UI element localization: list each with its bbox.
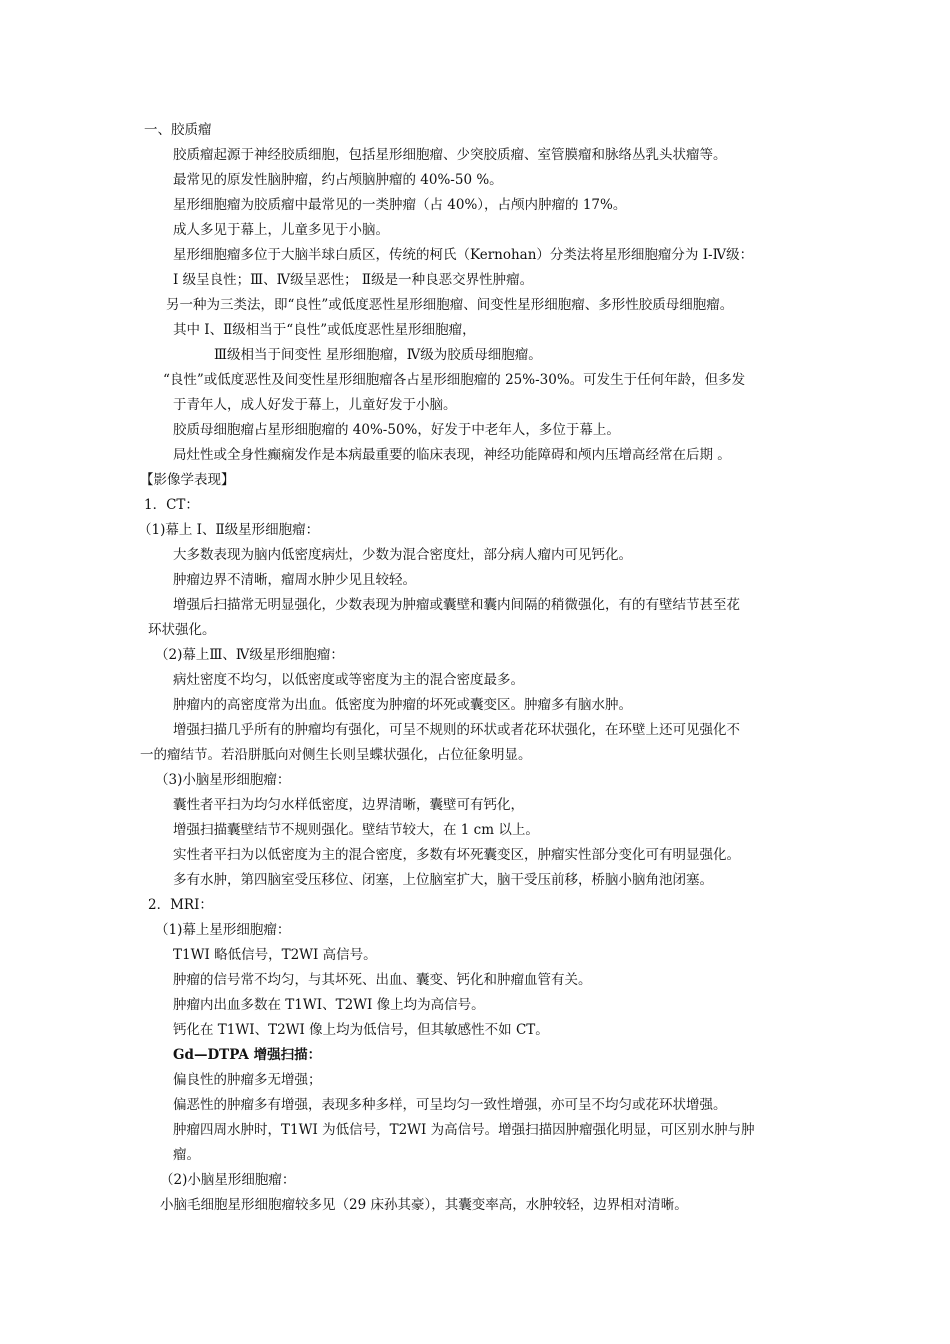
text-line: 肿瘤四周水肿时，T1WI 为低信号，T2WI 为高信号。增强扫描因肿瘤强化明显，可区别水肿与肿 — [173, 1122, 755, 1138]
text-line: 多有水肿，第四脑室受压移位、闭塞，上位脑室扩大，脑干受压前移，桥脑小脑角池闭塞。 — [173, 872, 713, 888]
text-line: 最常见的原发性脑肿瘤，约占颅脑肿瘤的 40%-50 %。 — [173, 172, 503, 188]
subsection-heading: （3)小脑星形细胞瘤： — [155, 772, 291, 788]
subsection-heading: （2)幕上Ⅲ、Ⅳ级星形细胞瘤： — [155, 647, 344, 663]
text-line: 偏良性的肿瘤多无增强； — [173, 1072, 322, 1088]
text-line: 星形细胞瘤多位于大脑半球白质区，传统的柯氏（Kernohan）分类法将星形细胞瘤分为 I-Ⅳ级： — [173, 247, 754, 263]
subsection-heading-ct: 1．CT： — [144, 497, 199, 513]
subsection-heading: （2)小脑星形细胞瘤： — [160, 1172, 296, 1188]
text-line: 其中 I、Ⅱ级相当于“良性”或低度恶性星形细胞瘤， — [173, 322, 476, 338]
text-line: 另一种为三类法，即“良性”或低度恶性星形细胞瘤、间变性星形细胞瘤、多形性胶质母细胞瘤。 — [166, 297, 734, 313]
text-line: 环状强化。 — [148, 622, 216, 638]
text-line: 成人多见于幕上，儿童多见于小脑。 — [173, 222, 389, 238]
text-line: T1WI 略低信号，T2WI 高信号。 — [173, 947, 377, 963]
text-line: 增强扫描几乎所有的肿瘤均有强化，可呈不规则的环状或者花环状强化，在环壁上还可见强化不 — [173, 722, 740, 738]
text-line: 病灶密度不均匀，以低密度或等密度为主的混合密度最多。 — [173, 672, 524, 688]
subsection-heading: （1)幕上 I、Ⅱ级星形细胞瘤： — [138, 522, 320, 538]
text-line: 增强后扫描常无明显强化，少数表现为肿瘤或囊壁和囊内间隔的稍微强化，有的有壁结节甚至花 — [173, 597, 740, 613]
text-line: 肿瘤内的高密度常为出血。低密度为肿瘤的坏死或囊变区。肿瘤多有脑水肿。 — [173, 697, 632, 713]
text-line: 星形细胞瘤为胶质瘤中最常见的一类肿瘤（占 40%），占颅内肿瘤的 17%。 — [173, 197, 627, 213]
text-line: 增强扫描囊壁结节不规则强化。壁结节较大，在 1 cm 以上。 — [173, 822, 539, 838]
text-line: 囊性者平扫为均匀水样低密度，边界清晰，囊壁可有钙化， — [173, 797, 524, 813]
section-heading-imaging: 【影像学表现】 — [140, 472, 235, 488]
text-line: 肿瘤的信号常不均匀，与其坏死、出血、囊变、钙化和肿瘤血管有关。 — [173, 972, 592, 988]
text-line: Gd—DTPA 增强扫描： — [173, 1047, 322, 1063]
text-line: 于青年人，成人好发于幕上，儿童好发于小脑。 — [173, 397, 457, 413]
text-line: 钙化在 T1WI、T2WI 像上均为低信号，但其敏感性不如 CT。 — [173, 1022, 549, 1038]
text-line: 一的瘤结节。若沿胼胝向对侧生长则呈蝶状强化，占位征象明显。 — [140, 747, 532, 763]
text-line: 胶质母细胞瘤占星形细胞瘤的 40%-50%，好发于中老年人，多位于幕上。 — [173, 422, 620, 438]
text-line: 肿瘤内出血多数在 T1WI、T2WI 像上均为高信号。 — [173, 997, 485, 1013]
text-line: 偏恶性的肿瘤多有增强，表现多种多样，可呈均匀一致性增强，亦可呈不均匀或花环状增强。 — [173, 1097, 727, 1113]
text-line: 大多数表现为脑内低密度病灶，少数为混合密度灶，部分病人瘤内可见钙化。 — [173, 547, 632, 563]
text-line: 瘤。 — [173, 1147, 200, 1163]
text-line: 胶质瘤起源于神经胶质细胞，包括星形细胞瘤、少突胶质瘤、室管膜瘤和脉络丛乳头状瘤等。 — [173, 147, 727, 163]
text-line: Ⅲ级相当于间变性 星形细胞瘤，Ⅳ级为胶质母细胞瘤。 — [214, 347, 542, 363]
section-heading-glioma: 一、胶质瘤 — [144, 122, 212, 138]
subsection-heading: （1)幕上星形细胞瘤： — [155, 922, 291, 938]
text-line: 局灶性或全身性癫痫发作是本病最重要的临床表现，神经功能障碍和颅内压增高经常在后期 。 — [173, 447, 731, 463]
subsection-heading-mri: 2．MRI： — [148, 897, 213, 913]
text-line: “良性”或低度恶性及间变性星形细胞瘤各占星形细胞瘤的 25%-30%。可发生于任何年龄，但多发 — [163, 372, 746, 388]
text-line: 小脑毛细胞星形细胞瘤较多见（29 床孙其豪），其囊变率高，水肿较轻，边界相对清晰。 — [160, 1197, 688, 1213]
text-line: 实性者平扫为以低密度为主的混合密度，多数有坏死囊变区，肿瘤实性部分变化可有明显强化。 — [173, 847, 740, 863]
text-line: I 级呈良性；Ⅲ、Ⅳ级呈恶性； Ⅱ级是一种良恶交界性肿瘤。 — [173, 272, 534, 288]
text-line: 肿瘤边界不清晰，瘤周水肿少见且较轻。 — [173, 572, 416, 588]
